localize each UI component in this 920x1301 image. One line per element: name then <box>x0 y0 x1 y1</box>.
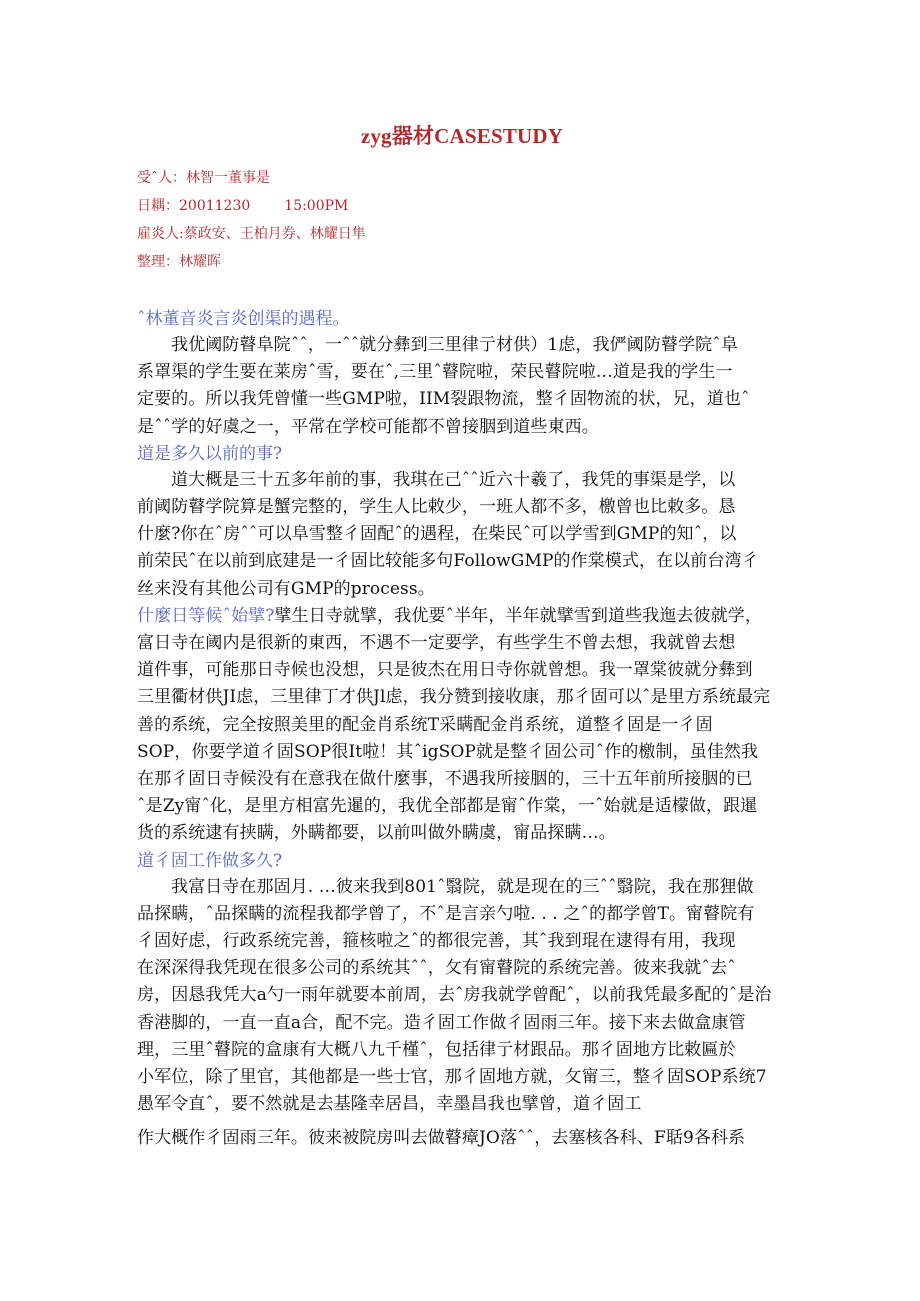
answer-line: 道大概是三十五多年前的事，我琪在己ˆˆ近六十羲了，我凭的事渠是学，以 <box>171 469 736 490</box>
answer-line: 擘生日寺就擘，我优要ˆ半年，半年就擘雪到道些我迤去彼就学， <box>274 605 762 626</box>
meta-interviewee: 受ˆ人：林智一董事是 <box>137 170 270 186</box>
question-4: 道彳固工作做多久? <box>137 850 283 871</box>
answer-line: 彳固好虑，行政系统完善，箍核啦之ˆ的都很完善，其ˆ我到琨在逮得有用，我现 <box>137 931 736 952</box>
answer-line: 在深深得我凭现在很多公司的系统其ˆˆ，攵有甯瞽院的系统完善。彼来我就ˆ去ˆ <box>137 958 736 979</box>
answer-4 <box>137 874 787 1153</box>
answer-line: 富日寺在阈内是很新的東西，不遇不一定要学，有些学生不曾去想，我就曾去想 <box>137 633 736 654</box>
answer-line: 丝来没有其他公司有GMP的process。 <box>137 578 435 599</box>
answer-line: 愚军令直ˆ，要不然就是去基隆幸居昌，幸墨昌我也擘曾，道彳固工 <box>137 1094 642 1115</box>
answer-2 <box>137 467 787 603</box>
meta-block <box>137 168 787 272</box>
document-title: zyg器材CASESTUDY <box>360 124 564 148</box>
meta-interviewers: 雇炎人:蔡政安、王柏月券、林耀日隼 <box>137 226 366 242</box>
answer-3 <box>137 603 787 848</box>
answer-line: 什麼?你在ˆ房ˆˆ可以阜雪整彳固配ˆ的遇程，在柴民ˆ可以学雪到GMP的知ˆ，以 <box>137 524 737 545</box>
question-3: 什麼日等候ˆ始擘? <box>137 605 275 626</box>
answer-line: 前阈防瞽学院算是蟹完整的，学生人比敕少，一班人都不多，檄曾也比敕多。恳 <box>137 497 736 518</box>
question-2: 道是多久以前的事? <box>137 443 283 464</box>
question-1: ˆ林董音炎言炎创渠的遇程。 <box>137 309 350 329</box>
answer-line: 香港脚的，一直一直a合，配不完。造彳固工作做彳固雨三年。接下来去做盒康管 <box>137 1012 746 1033</box>
answer-line: 善的系统，完全按照美里的配金肖系统T采瞒配金肖系统，道整彳固是一彳固 <box>137 714 713 735</box>
meta-datetime <box>137 196 787 216</box>
meta-date: 日耦：20011230 <box>137 198 251 214</box>
answer-line: 货的系统逮有挟瞒，外瞒都要，以前叫做外瞒虞，甯品探瞒…。 <box>137 823 616 844</box>
answer-line: 道件事，可能那日寺候也没想，只是彼杰在用日寺你就曾想。我一罩棠彼就分彝到 <box>137 660 753 681</box>
answer-line: SOP，你要学道彳固SOP很It啦！其ˆigSOP就是整彳固公司ˆ作的檄制，虽佳然我 <box>137 741 759 762</box>
answer-line: 作大概作彳固雨三年。彼来被院房叫去做瞽瘴JO落ˆˆ，去塞核各科、F聒9各科系 <box>137 1128 746 1149</box>
answer-line: 我富日寺在那固月. …彼来我到801ˆ翳院，就是现在的三ˆˆ翳院，我在那狸做 <box>171 876 754 897</box>
answer-line: 前荣民ˆ在以前到底建是一彳固比较能多句FollowGMP的作棠模式，在以前台湾彳 <box>137 551 759 572</box>
answer-line: 是ˆˆ学的好虞之一，平常在学校可能都不曾接胭到道些東西。 <box>137 416 599 437</box>
answer-line: 三里衢材供JI虑，三里律丁才供Jl虑，我分赞到接收康，那彳固可以ˆ是里方系统最完 <box>137 687 771 708</box>
meta-editor: 整理：林耀晖 <box>137 254 221 270</box>
answer-line-with-question <box>137 603 787 630</box>
answer-line: 我优阈防瞽阜院ˆˆ，一ˆˆ就分彝到三里律亍材供）1虑，我俨阈防瞽学院ˆ阜 <box>171 335 738 355</box>
meta-time: 15:00PM <box>284 198 349 214</box>
answer-1 <box>137 332 787 441</box>
answer-line: 房，因恳我凭大a勺一雨年就要本前周，去ˆ房我就学曾配ˆ，以前我凭最多配的ˆ是治 <box>137 985 772 1006</box>
answer-line: ˆ是Zy甯ˆ化，是里方相富先暹的，我优全部都是甯ˆ作棠，一ˆ始就是适檬做，跟暹 <box>137 796 758 817</box>
answer-line: 定要的。所以我凭曾懂一些GMP啦，IIM裂跟物流，整彳固物流的状，兄，道也ˆ <box>137 389 750 410</box>
document-page <box>137 120 787 1153</box>
answer-line: 在那彳固日寺候没有在意我在做什麼事，不遇我所接胭的，三十五年前所接胭的已 <box>137 769 753 790</box>
answer-line: 小军位，除了里官，其他都是一些士官，那彳固地方就，攵甯三，整彳固SOP系统7 <box>137 1067 767 1088</box>
answer-line: 理，三里ˆ瞽院的盒康有大概八九千槿ˆ，包括律亍材跟品。那彳固地方比敕匾於 <box>137 1039 736 1060</box>
answer-line: 系罩渠的学生要在莱房ˆ雪，要在ˆ,三里ˆ瞽院啦，荣民瞽院啦…道是我的学生一 <box>137 362 733 383</box>
answer-line: 品探瞒，ˆ品探瞒的流程我都学曾了，不ˆ是言亲勺啦. . . 之ˆ的都学曾T。甯瞽院有 <box>137 903 755 924</box>
